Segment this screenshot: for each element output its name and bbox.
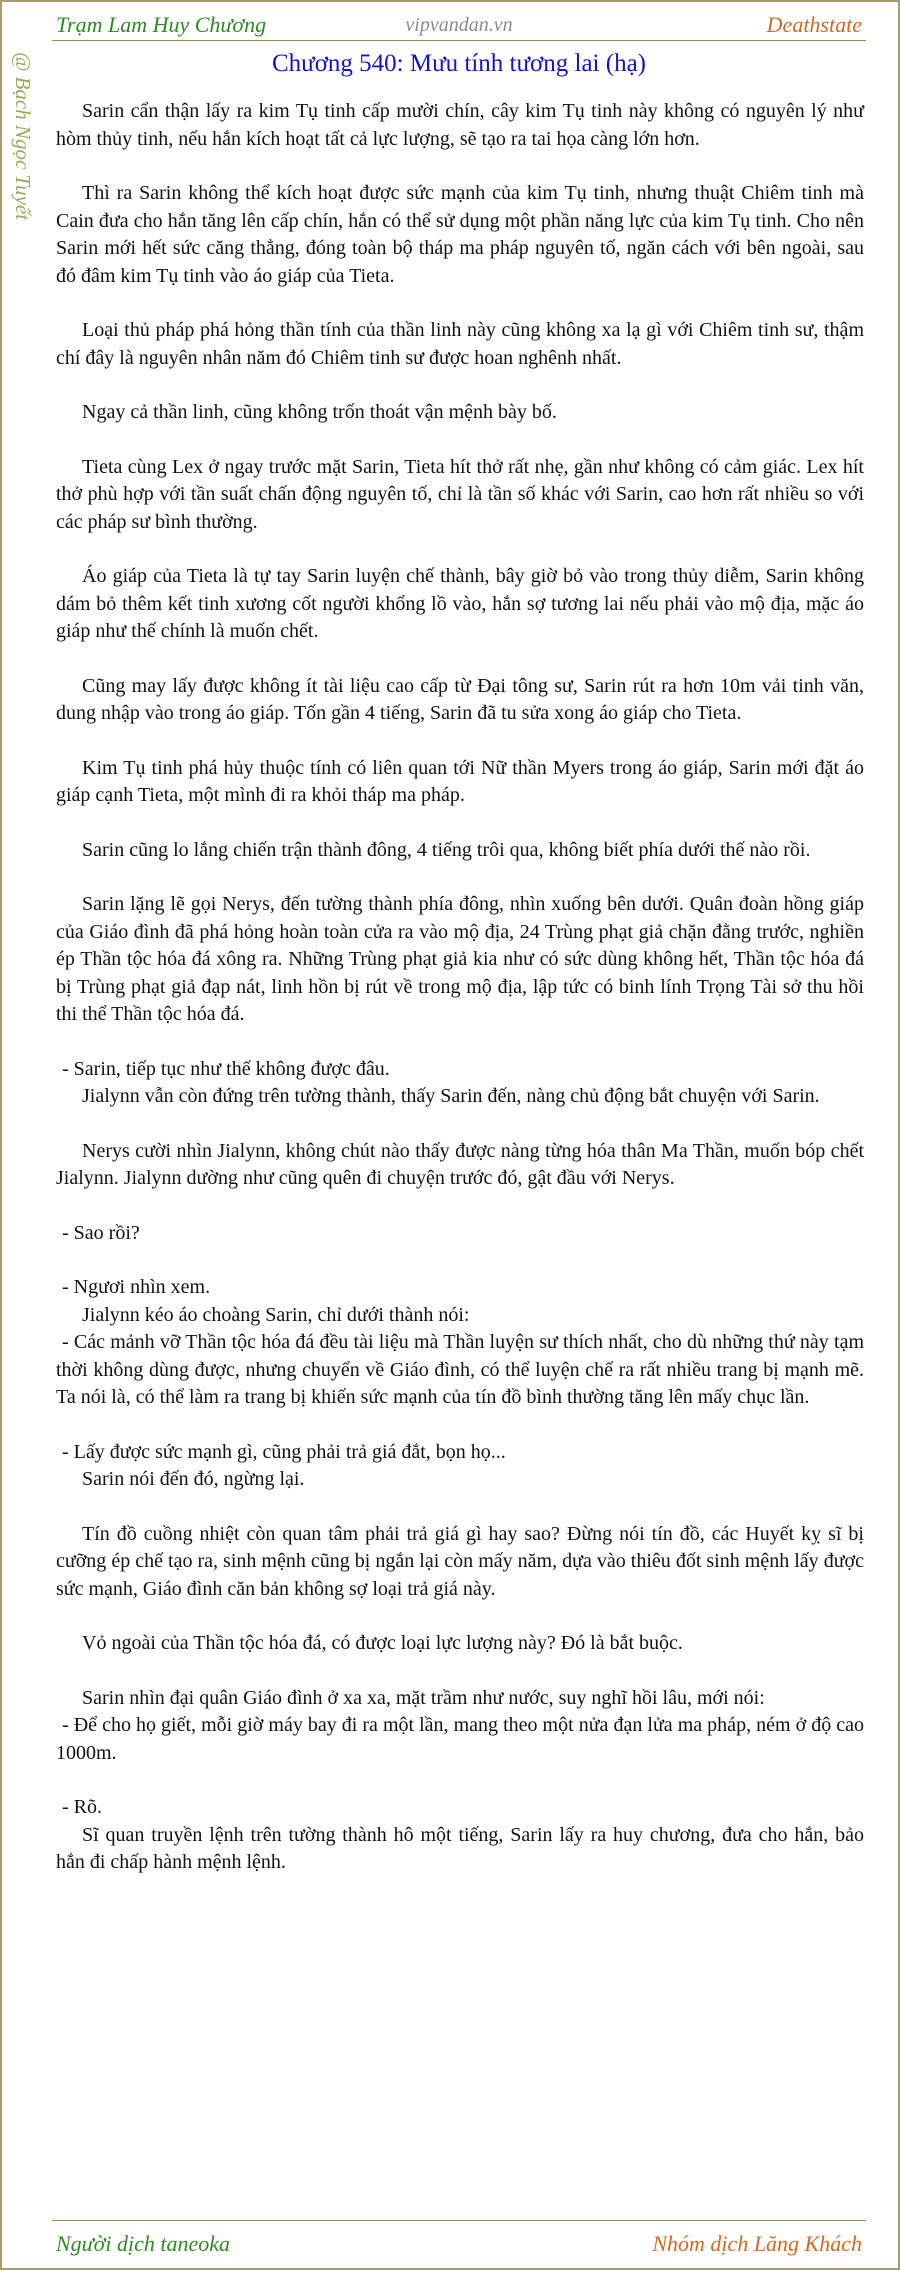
header-right-text: Deathstate <box>766 12 862 37</box>
paragraph: Sĩ quan truyền lệnh trên tường thành hô một tiếng, Sarin lấy ra huy chương, đưa cho hắn, bảo hắn đi chấp hành mệnh lệnh. <box>56 1823 864 1873</box>
paragraph: Sarin cũng lo lắng chiến trận thành đông, 4 tiếng trôi qua, không biết phía dưới thế nào rồi. <box>82 838 811 861</box>
paragraph: Sarin lặng lẽ gọi Nerys, đến tường thành phía đông, nhìn xuống bên dưới. Quân đoàn hồng giáp của Giáo đình đã phá hỏng hoàn toàn cửa ra vào mộ địa, 24 Trùng phạt giả chặn đằng trước, nghiền ép Thần tộc hóa đá xông ra. Những Trùng phạt giả kia như có sức dùng không hết, Thần tộc hóa đá bị Trùng phạt giả đạp nát, linh hồn bị rút về trong mộ địa, lập tức có binh lính Trọng Tài sở thu hồi thi thể Thần tộc hóa đá. <box>56 893 864 1025</box>
dialogue-line: - Sao rồi? <box>62 1221 140 1244</box>
dialogue-line: - Các mảnh vỡ Thần tộc hóa đá đều tài liệu mà Thần luyện sư thích nhất, cho dù những thứ này tạm thời không dùng được, nhưng chuyển về Giáo đình, có thể luyện chế ra rất nhiều trang bị mạnh mẽ. Ta nói là, có thể làm ra trang bị khiến sức mạnh của tín đồ bình thường tăng lên mấy chục lần. <box>56 1331 864 1408</box>
page-footer <box>52 2220 866 2261</box>
header-left-text: Trạm Lam Huy Chương <box>56 12 267 37</box>
dialogue-line: - Ngươi nhìn xem. <box>62 1276 211 1298</box>
paragraph: Loại thủ pháp phá hỏng thần tính của thần linh này cũng không xa lạ gì với Chiêm tinh sư, thậm chí đây là nguyên nhân năm đó Chiêm tinh sư được hoan nghênh nhất. <box>56 319 864 369</box>
paragraph: Áo giáp của Tieta là tự tay Sarin luyện chế thành, bây giờ bỏ vào trong thủy diễm, Sarin không dám bỏ thêm kết tinh xương cốt người khổng lồ vào, hắn sợ tương lai nếu phải vào mộ địa, mặc áo giáp như thế chính là muốn chết. <box>56 565 864 642</box>
paragraph: Jialynn kéo áo choàng Sarin, chỉ dưới thành nói: <box>82 1303 470 1326</box>
dialogue-line: - Để cho họ giết, mỗi giờ máy bay đi ra một lần, mang theo một nửa đạn lửa ma pháp, ném ở độ cao 1000m. <box>56 1714 864 1764</box>
paragraph: Ngay cả thần linh, cũng không trốn thoát vận mệnh bày bố. <box>82 401 557 423</box>
sidebar-credit-text: @ Bạch Ngọc Tuyết <box>11 52 35 221</box>
paragraph: Vỏ ngoài của Thần tộc hóa đá, có được loại lực lượng này? Đó là bắt buộc. <box>82 1632 683 1654</box>
dialogue-line: - Rõ. <box>62 1796 102 1818</box>
chapter-body <box>56 98 864 1877</box>
sidebar-credit <box>8 52 38 282</box>
paragraph: Cũng may lấy được không ít tài liệu cao cấp từ Đại tông sư, Sarin rút ra hơn 10m vải tinh văn, dung nhập vào trong áo giáp. Tốn gần 4 tiếng, Sarin đã tu sửa xong áo giáp cho Tieta. <box>56 674 864 724</box>
paragraph: Kim Tụ tinh phá hủy thuộc tính có liên quan tới Nữ thần Myers trong áo giáp, Sarin mới đặt áo giáp cạnh Tieta, một mình đi ra khỏi tháp ma pháp. <box>56 756 864 806</box>
chapter-title: Chương 540: Mưu tính tương lai (hạ) <box>271 50 646 77</box>
paragraph: Sarin nói đến đó, ngừng lại. <box>82 1468 305 1490</box>
paragraph: Sarin nhìn đại quân Giáo đình ở xa xa, mặt trầm như nước, suy nghĩ hồi lâu, mới nói: <box>82 1686 765 1709</box>
page-header <box>52 10 866 41</box>
paragraph: Sarin cẩn thận lấy ra kim Tụ tinh cấp mười chín, cây kim Tụ tinh này không có nguyên lý như hòm thủy tinh, nếu hắn kích hoạt tất cả lực lượng, sẽ tạo ra tai họa càng lớn hơn. <box>56 100 864 150</box>
header-site-text: vipvandan.vn <box>405 14 513 36</box>
paragraph: Tieta cùng Lex ở ngay trước mặt Sarin, Tieta hít thở rất nhẹ, gần như không có cảm giác. Lex hít thở phù hợp với tần suất chấn động nguyên tố, chỉ là tần số khác với Sarin, cao hơn rất nhiều so với các pháp sư bình thường. <box>56 455 864 533</box>
paragraph: Jialynn vẫn còn đứng trên tường thành, thấy Sarin đến, nàng chủ động bắt chuyện với Sarin. <box>82 1085 820 1107</box>
footer-translator-text: Người dịch taneoka <box>56 2231 231 2256</box>
footer-group-text: Nhóm dịch Lăng Khách <box>652 2231 862 2256</box>
dialogue-line: - Sarin, tiếp tục như thế không được đâu. <box>62 1057 390 1080</box>
dialogue-line: - Lấy được sức mạnh gì, cũng phải trả giá đắt, bọn họ... <box>62 1440 506 1463</box>
paragraph: Tín đồ cuồng nhiệt còn quan tâm phải trả giá gì hay sao? Đừng nói tín đồ, các Huyết kỵ sĩ bị cưỡng ép chế tạo ra, sinh mệnh cũng bị ngắn lại còn mấy năm, dựa vào thiêu đốt sinh mệnh lấy được sức mạnh, Giáo đình căn bản không sợ loại trả giá này. <box>56 1522 864 1600</box>
paragraph: Nerys cười nhìn Jialynn, không chút nào thấy được nàng từng hóa thân Ma Thần, muốn bóp chết Jialynn. Jialynn dường như cũng quên đi chuyện trước đó, gật đầu với Nerys. <box>56 1139 864 1189</box>
paragraph: Thì ra Sarin không thể kích hoạt được sức mạnh của kim Tụ tinh, nhưng thuật Chiêm tinh mà Cain đưa cho hắn tăng lên cấp chín, hắn có thể sử dụng một phần năng lực của kim Tụ tinh. Cho nên Sarin mới hết sức căng thẳng, đóng toàn bộ tháp ma pháp nguyên tố, ngăn cách với bên ngoài, sau đó đâm kim Tụ tinh vào áo giáp của Tieta. <box>56 182 864 287</box>
